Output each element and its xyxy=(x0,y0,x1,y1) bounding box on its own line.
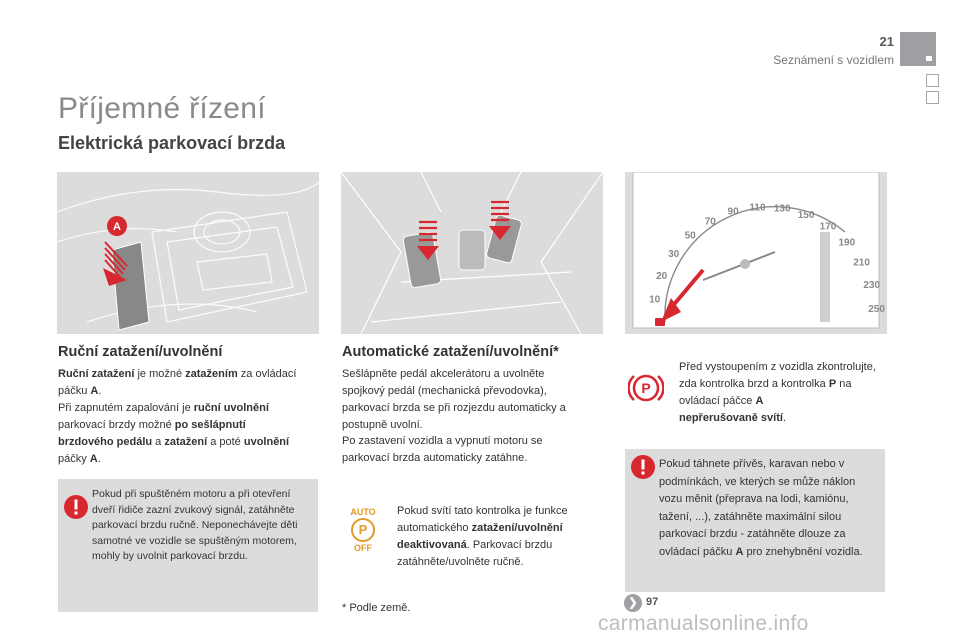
manual-p1-b3: A xyxy=(90,385,99,397)
manual-p2-t1: Při zapnutém zapalování je xyxy=(58,402,194,414)
section-title: Seznámení s vozidlem xyxy=(773,53,894,67)
footnote: * Podle země. xyxy=(342,602,411,614)
info-b2: A xyxy=(755,395,764,407)
manual-p2-b4: uvolnění xyxy=(243,436,290,448)
manual-p2-t2: parkovací brzdy možné xyxy=(58,419,175,431)
auto-off-b1: zatažení/uvolnění deaktivovaná xyxy=(397,522,563,551)
auto-p-off-icon xyxy=(346,507,380,553)
manual-p1-t2: za ovládací páčku xyxy=(58,368,297,397)
auto-off-text xyxy=(397,503,593,571)
speedo-tick-label: 30 xyxy=(668,249,680,261)
page-reference-link[interactable] xyxy=(624,594,664,614)
watermark: carmanualsonline.info xyxy=(598,612,809,635)
speedo-tick-label: 230 xyxy=(863,280,881,291)
page-subtitle: Elektrická parkovací brzda xyxy=(58,133,286,153)
speedo-tick-label: 10 xyxy=(649,294,661,306)
manual-p2-b1: ruční uvolnění xyxy=(193,402,269,414)
lever-a-label: A xyxy=(113,221,121,233)
speedo-tick-label: 110 xyxy=(749,202,766,214)
speedo-tick-label: 50 xyxy=(684,230,696,242)
pedals-photo xyxy=(341,172,603,334)
chapter-tab xyxy=(900,32,936,66)
manual-p1-b1: Ruční zatažení xyxy=(58,368,135,380)
auto-paragraph-2: Po zastavení vozidla a vypnutí motoru se parkovací brzda automaticky zatáhne. xyxy=(342,435,543,464)
info-t3: . xyxy=(782,412,786,424)
manual-p2-b5: A xyxy=(89,453,98,465)
manual-p2-t3: a xyxy=(152,436,165,448)
manual-warning-text: Pokud při spuštěném motoru a při otevření dveří řidiče zazní zvukový signál, zatáhněte parkovací brzdu ručně. Neponechávejte děti samotné ve vozidle se spuštěným motorem, mohly by uvolnit parkovací brzdu. xyxy=(92,488,298,563)
manual-p1-t3: . xyxy=(98,385,102,397)
info-t2: na ovládací páčce xyxy=(679,378,852,407)
chapter-marker-empty xyxy=(926,91,939,104)
page-title: Příjemné řízení xyxy=(58,92,266,125)
auto-off-t2: . Parkovací brzdu zatáhněte/uvolněte ručně. xyxy=(397,539,553,568)
auto-icon-bottom: OFF xyxy=(354,543,372,553)
speedo-tick-label: 150 xyxy=(797,209,815,221)
reference-page-number: 97 xyxy=(646,596,659,608)
manual-p2-t6: . xyxy=(97,453,101,465)
auto-section-heading: Automatické zatažení/uvolnění* xyxy=(342,344,559,360)
warning-icon xyxy=(631,455,655,479)
auto-off-t1: Pokud svítí tato kontrolka je funkce automatického xyxy=(397,505,568,534)
speedo-tick-label: 190 xyxy=(838,237,856,249)
speedometer-photo xyxy=(625,172,887,334)
note-b1: A xyxy=(735,545,744,558)
auto-icon-top: AUTO xyxy=(350,507,376,517)
parking-brake-p-icon xyxy=(628,370,664,406)
speedo-tick-label: 170 xyxy=(819,221,837,233)
auto-icon-p: P xyxy=(351,518,375,542)
manual-p2-b2: po sešlápnutí brzdového pedálu xyxy=(58,419,246,448)
speedo-tick-label: 130 xyxy=(773,203,791,215)
note-t1: Pokud táhnete přívěs, karavan nebo v podmínkách, ve kterých se může náklon vozu měnit (přeprava na lodi, kamiónu, tažení, ...), zatáhněte maximální silou parkovací brzdu - zatáhněte dlouze za ovládací páčku xyxy=(659,458,856,558)
manual-p2-t5: páčky xyxy=(58,453,90,465)
manual-section-heading: Ruční zatažení/uvolnění xyxy=(58,344,223,360)
p-icon-letter: P xyxy=(641,380,651,396)
info-t1: Před vystoupením z vozidla zkontrolujte, zda kontrolka brzd a kontrolka xyxy=(679,361,876,390)
note-t2: pro znehybnění vozidla. xyxy=(743,545,863,558)
chevron-right-icon: ❯ xyxy=(624,594,642,612)
manual-p1-t1: je možné xyxy=(134,368,186,380)
manual-p2-t4: a poté xyxy=(207,436,244,448)
manual-p2-b3: zatažení xyxy=(164,436,208,448)
speedo-tick-label: 90 xyxy=(727,206,739,218)
warning-icon xyxy=(64,495,88,519)
chapter-marker-empty xyxy=(926,74,939,87)
speedo-tick-label: 70 xyxy=(704,216,716,228)
console-lever-photo xyxy=(57,172,319,334)
manual-p1-b2: zatažením xyxy=(185,368,238,380)
speedo-tick-label: 20 xyxy=(656,270,668,282)
before-leaving-text xyxy=(679,359,884,427)
info-b3: nepřerušovaně svítí xyxy=(679,412,783,424)
trailer-warning-box xyxy=(625,449,885,592)
speedo-tick-label: 210 xyxy=(853,257,870,269)
page-number: 21 xyxy=(879,34,894,49)
trailer-warning-text xyxy=(659,456,879,561)
speedo-tick-label: 250 xyxy=(868,304,885,316)
auto-paragraph: Sešlápněte pedál akcelerátoru a uvolněte spojkový pedál (mechanická převodovka), parkovací brzda se při rozjezdu automaticky a postupně uvolní. xyxy=(342,368,566,431)
manual-warning-box xyxy=(58,479,318,612)
info-b1: P xyxy=(828,378,837,390)
manual-paragraph xyxy=(58,366,298,468)
